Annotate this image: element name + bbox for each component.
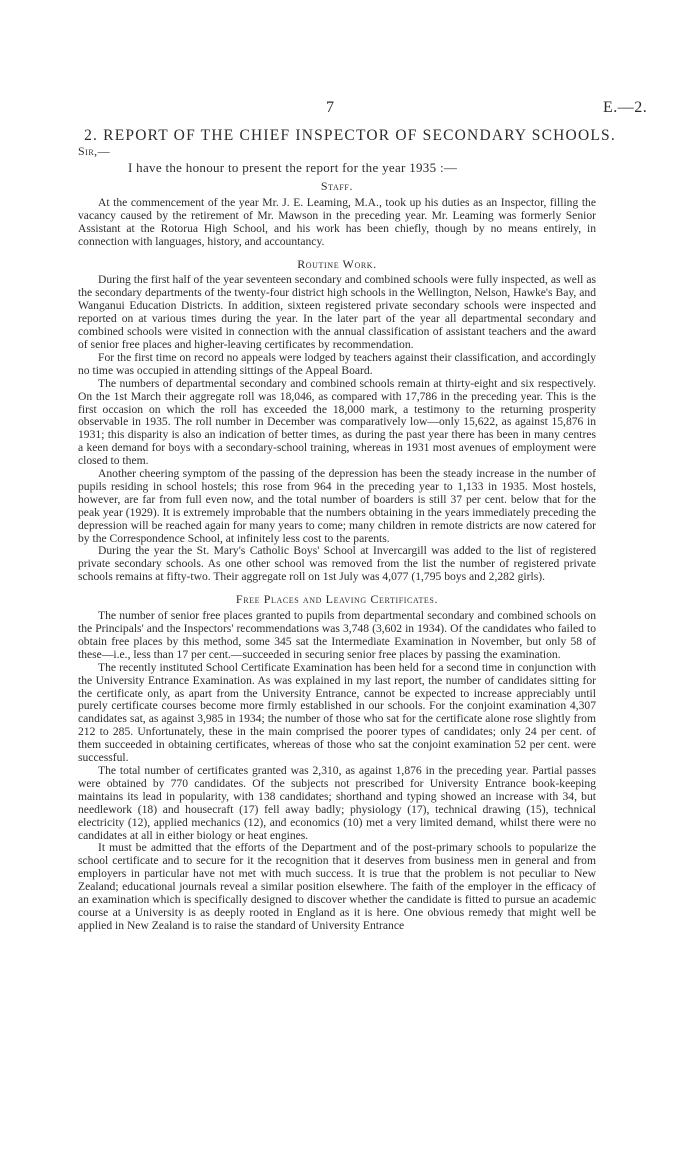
paragraph: The numbers of departmental secondary and combined schools remain at thirty-eight and six respectively. On the 1st March their aggregate roll was 18,046, as compared with 17,786 in the preceding year. This is the first occasion on which the roll has exceeded the 18,000 mark, a testimony to the returning prosperity observable in 1935. The roll number in December was comparatively low—only 15,622, as against 15,876 in 1931; this disparity is also an indication of better times, as during the past year there has been in many centres a keen demand for boys with a secondary-school training, whereas in 1931 most avenues of employment were closed to them.: [78, 376, 596, 468]
report-title: 2. REPORT OF THE CHIEF INSPECTOR OF SECONDARY SCHOOLS.: [84, 127, 616, 144]
paragraph: The number of senior free places granted to pupils from departmental secondary and combined schools on the Principals' and the Inspectors' recommendations was 3,748 (3,602 in 1934). Of the candidates who failed to obtain free places by this method, some 345 sat the Intermediate Examination in November, but only 58 of these—i.e., less than 17 per cent.—succeeded in securing senior free places by passing the examination.: [78, 609, 596, 661]
report-body: [78, 180, 596, 933]
paragraph: For the first time on record no appeals were lodged by teachers against their classification, and accordingly no time was occupied in attending sittings of the Appeal Board.: [78, 350, 596, 377]
salutation: Sir,—: [78, 144, 111, 158]
paragraph: At the commencement of the year Mr. J. E. Leaming, M.A., took up his duties as an Inspector, filling the vacancy caused by the retirement of Mr. Mawson in the preceding year. Mr. Leaming was formerly Senior Assistant at the Rotorua High School, and his work has been chiefly, though by no means entirely, in connection with languages, history, and accountancy.: [78, 195, 596, 248]
document-reference: E.—2.: [603, 99, 648, 116]
intro-line: I have the honour to present the report for the year 1935 :—: [128, 160, 458, 175]
paragraph: During the year the St. Mary's Catholic Boys' School at Invercargill was added to the list of registered private secondary schools. As one other school was removed from the list the number of registered private schools remains at fifty-two. Their aggregate roll on 1st July was 4,077 (1,795 boys and 2,282 girls).: [78, 544, 596, 584]
paragraph: The recently instituted School Certificate Examination has been held for a second time in conjunction with the University Entrance Examination. As was explained in my last report, the number of candidates sitting for the certificate only, as apart from the University Entrance, cannot be expected to increase appreciably until purely certificate courses become more firmly established in our schools. For the conjoint examination 4,307 candidates sat, as against 3,985 in 1934; the number of those who sat for the certificate alone rose slightly from 212 to 285. Unfortunately, these in the main comprised the poorer types of candidates; only 24 per cent. of them succeeded in obtaining certificates, whereas of those who sat the conjoint examination 52 per cent. were successful.: [78, 660, 596, 765]
paragraph: Another cheering symptom of the passing of the depression has been the steady increase in the number of pupils residing in school hostels; this rose from 964 in the preceding year to 1,133 in 1935. Most hostels, however, are far from full even now, and the total number of boarders is still 37 per cent. below that for the peak year (1929). It is extremely improbable that the numbers obtaining in the years immediately preceding the depression will be reached again for many years to come; many children in remote districts are now catered for by the Correspondence School, at infinitely less cost to the parents.: [78, 467, 596, 545]
section-heading-free-places: Free Places and Leaving Certificates.: [235, 592, 439, 607]
page-number: 7: [326, 99, 334, 116]
section-heading-routine-work: Routine Work.: [297, 256, 377, 271]
section-heading-staff: Staff.: [320, 179, 354, 193]
paragraph: It must be admitted that the efforts of the Department and of the post-primary schools to popularize the school certificate and to secure for it the recognition that it deserves from business men in general and from employers in particular have not met with much success. It is true that the problem is not peculiar to New Zealand; educational journals reveal a similar position elsewhere. The faith of the employer in the efficacy of an examination which is specifically designed to discover whether the candidate is fitted to pursue an academic course at a University is as deeply rooted in England as it is here. One obvious remedy that might well be applied in New Zealand is to raise the standard of University Entrance: [78, 841, 596, 932]
paragraph: During the first half of the year seventeen secondary and combined schools were fully inspected, as well as the secondary departments of the twenty-four district high schools in the Wellington, Nelson, Hawke's Bay, and Wanganui Education Districts. In addition, sixteen registered private secondary schools were inspected and reported on at various times during the year. In the later part of the year all departmental secondary and combined schools were visited in connection with the annual classification of assistant teachers and the award of senior free places and higher-leaving certificates by recommendation.: [78, 273, 596, 351]
paragraph: The total number of certificates granted was 2,310, as against 1,876 in the preceding year. Partial passes were obtained by 770 candidates. Of the subjects not prescribed for University Entrance book-keeping maintains its lead in popularity, with 138 candidates; shorthand and typing showed an increase with 34, but needlework (18) and housecraft (17) fell away badly; physiology (17), technical drawing (15), technical electricity (12), applied mechanics (12), and economics (10) met a very limited demand, whilst there were no candidates at all in either biology or heat engines.: [78, 763, 596, 842]
